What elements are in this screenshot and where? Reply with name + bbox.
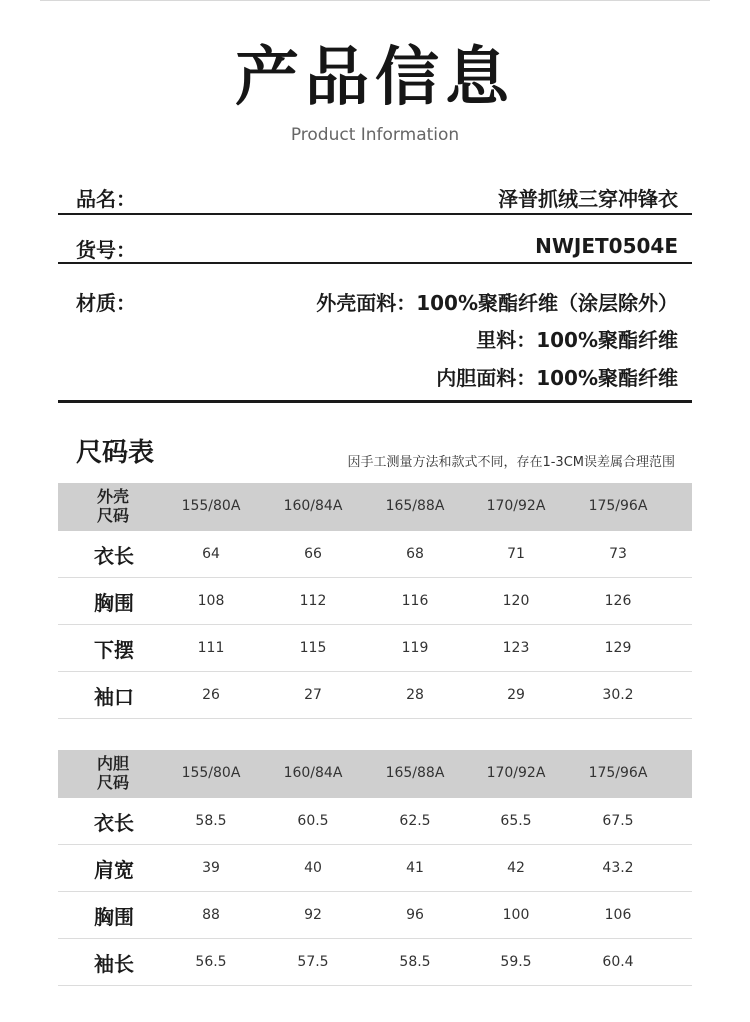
table-cell: 68 (406, 546, 424, 562)
material-line: 里料：100%聚酯纤维 (476, 328, 678, 352)
size-header: 155/80A (181, 498, 241, 514)
table-row (58, 892, 692, 939)
product-material-label: 材质： (76, 291, 136, 315)
table-cell: 58.5 (195, 813, 227, 829)
size-header: 160/84A (283, 765, 343, 781)
table-cell: 116 (401, 593, 429, 609)
row-label: 肩宽 (94, 858, 134, 882)
table-row (58, 531, 692, 578)
table-cell: 126 (604, 593, 632, 609)
divider (58, 213, 692, 215)
corner-line: 尺码 (96, 506, 129, 525)
row-label: 衣长 (94, 811, 134, 835)
product-sku-value: NWJET0504E (535, 234, 678, 258)
page-title: 产品信息 (235, 41, 515, 115)
table-cell: 108 (197, 593, 225, 609)
product-name-value: 泽普抓绒三穿冲锋衣 (498, 187, 678, 211)
size-header: 175/96A (588, 765, 648, 781)
table-cell: 60.5 (297, 813, 329, 829)
size-header: 170/92A (486, 498, 546, 514)
corner-line: 外壳 (96, 487, 129, 506)
size-chart-note: 因手工测量方法和款式不同，存在1-3CM误差属合理范围 (347, 455, 675, 470)
top-divider (40, 0, 710, 1)
size-header: 170/92A (486, 765, 546, 781)
table-cell: 43.2 (602, 860, 634, 876)
divider (58, 262, 692, 264)
row-label: 胸围 (94, 591, 134, 615)
row-label: 袖口 (94, 685, 134, 709)
table-row (58, 798, 692, 845)
table-cell: 66 (304, 546, 322, 562)
table-cell: 111 (197, 640, 225, 656)
page-subtitle: Product Information (290, 125, 460, 145)
table-row (58, 845, 692, 892)
corner-line: 尺码 (96, 773, 129, 792)
table-cell: 88 (202, 907, 220, 923)
table-cell: 28 (406, 687, 424, 703)
size-header: 165/88A (385, 498, 445, 514)
table-cell: 41 (406, 860, 424, 876)
table-cell: 115 (299, 640, 327, 656)
row-label: 袖长 (94, 952, 134, 976)
divider (58, 400, 692, 403)
table-cell: 67.5 (602, 813, 634, 829)
table-cell: 40 (304, 860, 322, 876)
table-row (58, 672, 692, 719)
table-cell: 59.5 (500, 954, 532, 970)
row-label: 胸围 (94, 905, 134, 929)
table-cell: 73 (609, 546, 627, 562)
table-cell: 123 (502, 640, 530, 656)
table-cell: 96 (406, 907, 424, 923)
table-corner-label (58, 487, 168, 525)
table-row (58, 578, 692, 625)
material-line: 内胆面料：100%聚酯纤维 (436, 366, 678, 390)
row-label: 下摆 (94, 638, 134, 662)
table-cell: 39 (202, 860, 220, 876)
table-cell: 58.5 (399, 954, 431, 970)
table-cell: 92 (304, 907, 322, 923)
table-cell: 30.2 (602, 687, 634, 703)
size-header: 175/96A (588, 498, 648, 514)
table-cell: 129 (604, 640, 632, 656)
table-header (58, 483, 692, 531)
corner-line: 内胆 (96, 754, 129, 773)
table-cell: 29 (507, 687, 525, 703)
table-cell: 120 (502, 593, 530, 609)
table-corner-label (58, 754, 168, 792)
size-header: 165/88A (385, 765, 445, 781)
size-header: 155/80A (181, 765, 241, 781)
table-cell: 27 (304, 687, 322, 703)
table-header (58, 750, 692, 798)
table-cell: 62.5 (399, 813, 431, 829)
table-cell: 56.5 (195, 954, 227, 970)
outer-shell-size-table (58, 483, 692, 719)
size-header: 160/84A (283, 498, 343, 514)
table-cell: 60.4 (602, 954, 634, 970)
table-cell: 100 (502, 907, 530, 923)
table-cell: 42 (507, 860, 525, 876)
material-line: 外壳面料：100%聚酯纤维（涂层除外） (316, 291, 678, 315)
table-row (58, 939, 692, 986)
row-label: 衣长 (94, 544, 134, 568)
inner-liner-size-table (58, 750, 692, 986)
table-cell: 57.5 (297, 954, 329, 970)
table-cell: 119 (401, 640, 429, 656)
size-chart-title: 尺码表 (76, 438, 155, 468)
product-name-label: 品名： (76, 187, 136, 211)
table-cell: 65.5 (500, 813, 532, 829)
table-cell: 112 (299, 593, 327, 609)
table-cell: 71 (507, 546, 525, 562)
table-cell: 26 (202, 687, 220, 703)
product-sku-label: 货号： (76, 238, 136, 262)
table-cell: 106 (604, 907, 632, 923)
table-row (58, 625, 692, 672)
table-cell: 64 (202, 546, 220, 562)
